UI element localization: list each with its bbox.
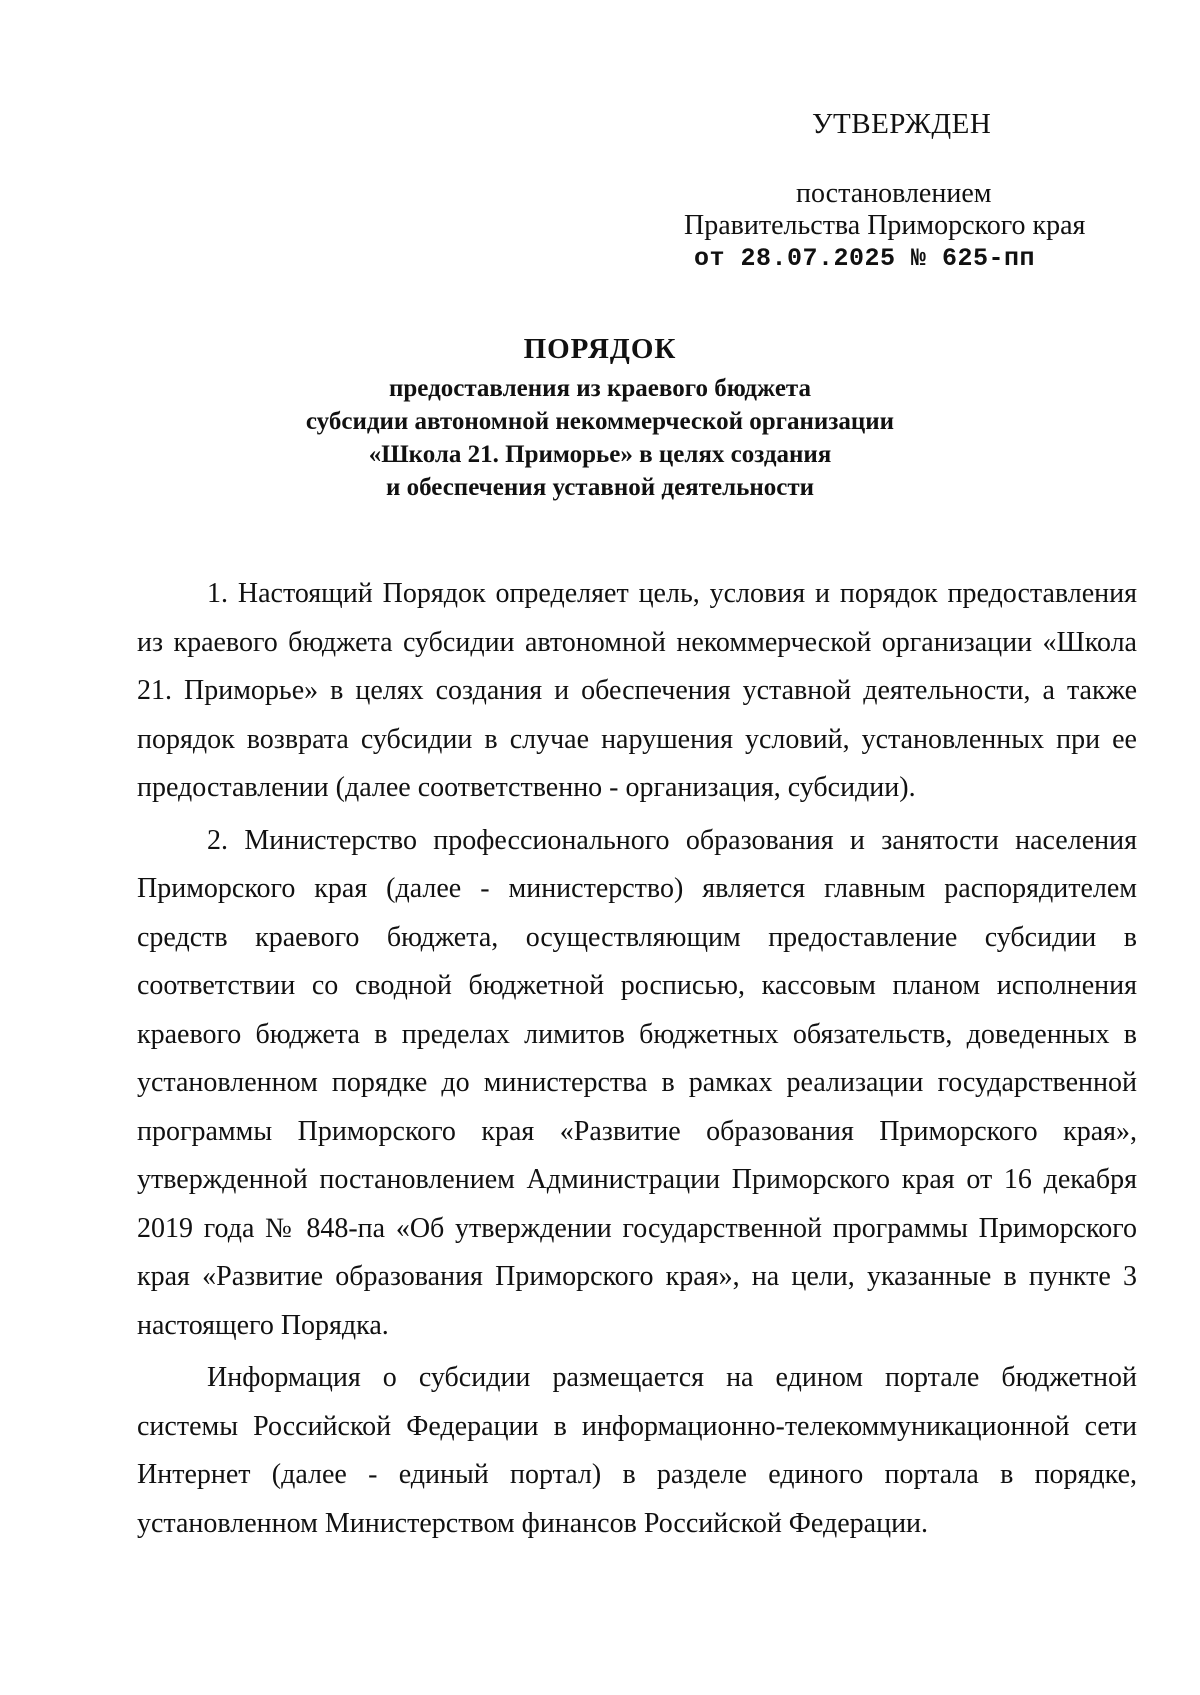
document-subtitle-line: и обеспечения уставной деятельности <box>385 474 815 501</box>
paragraph-1: 1. Настоящий Порядок определяет цель, условия и порядок предоставления из краевого бюджета субсидии автономной некоммерческой организации «Школа 21. Приморье» в целях создания и обеспечения уставной деятельности, а также порядок возврата субсидии в случае нарушения условий, установленных при ее предоставлении (далее соответственно - организация, субсидии). <box>137 578 1137 803</box>
document-title: ПОРЯДОК <box>523 333 677 365</box>
document-body <box>137 570 1137 1548</box>
paragraph-info: Информация о субсидии размещается на едином портале бюджетной системы Российской Федерации в информационно-телекоммуникационной сети Интернет (далее - единый портал) в разделе единого портала в порядке, установленном Министерством финансов Российской Федерации. <box>137 1362 1137 1539</box>
document-subtitle-line: предоставления из краевого бюджета <box>389 375 811 402</box>
paragraph-2: 2. Министерство профессионального образования и занятости населения Приморского края (далее - министерство) является главным распорядителем средств краевого бюджета, осуществляющим предоставление субсидии в соответствии со сводной бюджетной росписью, кассовым планом исполнения краевого бюджета в пределах лимитов бюджетных обязательств, доведенных в установленном порядке до министерства в рамках реализации государственной программы Приморского края «Развитие образования Приморского края», утвержденной постановлением Администрации Приморского края от 16 декабря 2019 года № 848-па «Об утверждении государственной программы Приморского края «Развитие образования Приморского края», на цели, указанные в пункте 3 настоящего Порядка. <box>137 824 1137 1341</box>
document-subtitle-line: субсидии автономной некоммерческой организации <box>305 408 895 435</box>
approval-line-decree: постановлением <box>796 178 992 209</box>
approval-title: УТВЕРЖДЕН <box>812 108 992 140</box>
approval-line-government: Правительства Приморского края <box>684 210 1086 241</box>
document-subtitle-line: «Школа 21. Приморье» в целях создания <box>368 441 832 468</box>
document-title-block <box>240 333 960 504</box>
approval-line-date-number: от 28.07.2025 № 625-пп <box>694 244 1036 273</box>
